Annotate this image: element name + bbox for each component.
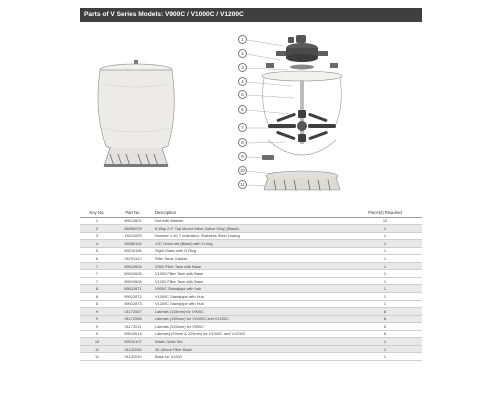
- exploded-view-illustration: [247, 35, 342, 190]
- row-quantity: 1: [348, 270, 422, 278]
- callout-7: 7: [238, 123, 247, 132]
- callout-2: 2: [238, 49, 247, 58]
- row-description: V1200C Standpipe with Hub: [152, 300, 348, 308]
- table-row: [80, 308, 422, 316]
- row-key-no: 9: [80, 323, 114, 331]
- row-quantity: 1: [348, 240, 422, 248]
- row-part-no: 01132039: [114, 353, 152, 361]
- row-description: 6 Way 2.0" Top Mount Valve (Valve Only) (Black): [152, 225, 348, 233]
- row-quantity: 1: [348, 225, 422, 233]
- row-quantity: 8: [348, 330, 422, 338]
- callout-3: 3: [238, 63, 247, 72]
- row-description: Base for V1200: [152, 353, 348, 361]
- callout-4: 4: [238, 77, 247, 86]
- row-part-no: 89210156: [114, 247, 152, 255]
- row-part-no: 89010605: [114, 270, 152, 278]
- table-row: [80, 262, 422, 270]
- row-key-no: 5: [80, 247, 114, 255]
- table-row: [80, 330, 422, 338]
- table-row: [80, 338, 422, 346]
- row-key-no: 6: [80, 255, 114, 263]
- row-key-no: 11: [80, 353, 114, 361]
- table-row: [80, 225, 422, 233]
- row-description: V900 Filter Tank with Base: [152, 262, 348, 270]
- row-key-no: 4: [80, 240, 114, 248]
- row-quantity: 1: [348, 338, 422, 346]
- callout-1: 1: [238, 35, 247, 44]
- row-description: Filter Neck Gasket: [152, 255, 348, 263]
- row-description: V1000 Filter Tank with Base: [152, 270, 348, 278]
- row-key-no: 8: [80, 292, 114, 300]
- row-description: Nut with Washer: [152, 217, 348, 225]
- row-part-no: 01172008: [114, 315, 152, 323]
- row-part-no: 89013601: [114, 217, 152, 225]
- table-row: [80, 270, 422, 278]
- row-quantity: 1: [348, 247, 422, 255]
- row-key-no: 9: [80, 315, 114, 323]
- row-part-no: 89010606: [114, 277, 152, 285]
- row-quantity: 8: [348, 323, 422, 331]
- row-key-no: 7: [80, 277, 114, 285]
- table-row: [80, 300, 422, 308]
- table-row: [80, 255, 422, 263]
- callout-9: 9: [238, 152, 247, 161]
- row-description: Laterals (225mm) for V900C: [152, 323, 348, 331]
- row-part-no: 05791122: [114, 255, 152, 263]
- column-header-description: Description: [152, 209, 348, 217]
- row-part-no: 89012873: [114, 300, 152, 308]
- table-row: [80, 240, 422, 248]
- row-part-no: 89010107: [114, 338, 152, 346]
- column-header-part: Part No.: [114, 209, 152, 217]
- exploded-parts-diagram: [80, 24, 422, 204]
- row-part-no: 88280078: [114, 225, 152, 233]
- callout-8: 8: [238, 138, 247, 147]
- table-row: [80, 217, 422, 225]
- row-description: Number 1-40 T Indication, Stainless Steel Casing: [152, 232, 348, 240]
- row-description: Laterals(129mm & 220mm) for V1000C and V1200C: [152, 330, 348, 338]
- table-row: [80, 353, 422, 361]
- row-key-no: 7: [80, 270, 114, 278]
- row-quantity: 1: [348, 262, 422, 270]
- row-part-no: 16011029: [114, 232, 152, 240]
- row-quantity: 1: [348, 255, 422, 263]
- page-title: Parts of V Series Models: V900C / V1000C / V1200C: [80, 8, 422, 22]
- row-key-no: 10: [80, 338, 114, 346]
- table-header-row: [80, 209, 422, 217]
- row-key-no: 1: [80, 217, 114, 225]
- row-part-no: 89280118: [114, 240, 152, 248]
- row-quantity: 8: [348, 315, 422, 323]
- row-part-no: 89012872: [114, 292, 152, 300]
- row-description: Water Drain Set: [152, 338, 348, 346]
- row-part-no: 01172011: [114, 323, 152, 331]
- row-description: V1000C Standpipe with Hub: [152, 292, 348, 300]
- row-quantity: 1: [348, 277, 422, 285]
- row-key-no: 9: [80, 308, 114, 316]
- row-description: Sight Glass with O-Ring: [152, 247, 348, 255]
- table-row: [80, 345, 422, 353]
- row-description: 1.5" Union set (Black) with O-ring: [152, 240, 348, 248]
- parts-table: [80, 209, 422, 361]
- row-key-no: 8: [80, 285, 114, 293]
- callout-10: 10: [238, 166, 247, 175]
- row-part-no: 01132038: [114, 345, 152, 353]
- callout-6: 6: [238, 105, 247, 114]
- row-description: 30-40inch Filter Base: [152, 345, 348, 353]
- table-row: [80, 315, 422, 323]
- row-key-no: 3: [80, 232, 114, 240]
- table-row: [80, 247, 422, 255]
- callout-11: 11: [238, 180, 247, 189]
- row-key-no: 11: [80, 345, 114, 353]
- row-description: V1200 Filter Tank with Base: [152, 277, 348, 285]
- row-quantity: 1: [348, 292, 422, 300]
- row-quantity: 1: [348, 353, 422, 361]
- row-quantity: 8: [348, 308, 422, 316]
- column-header-quantity: Piece(s) Required: [348, 209, 422, 217]
- row-key-no: 7: [80, 262, 114, 270]
- row-key-no: 2: [80, 225, 114, 233]
- table-row: [80, 232, 422, 240]
- row-part-no: 01172007: [114, 308, 152, 316]
- filter-diagram-illustration: [80, 24, 422, 204]
- row-quantity: 12: [348, 217, 422, 225]
- row-part-no: 89010604: [114, 262, 152, 270]
- callout-5: 5: [238, 90, 247, 99]
- row-key-no: 8: [80, 300, 114, 308]
- row-description: Laterals (155mm) for V1000C and V1200C: [152, 315, 348, 323]
- row-quantity: 1: [348, 345, 422, 353]
- row-part-no: 89010614: [114, 330, 152, 338]
- row-description: V900C Standpipe with hub: [152, 285, 348, 293]
- table-row: [80, 285, 422, 293]
- column-header-key: Key No.: [80, 209, 114, 217]
- assembled-filter-illustration: [98, 60, 174, 167]
- table-row: [80, 323, 422, 331]
- row-key-no: 9: [80, 330, 114, 338]
- row-quantity: 1: [348, 300, 422, 308]
- row-description: Laterals (115mm) for V900C: [152, 308, 348, 316]
- parts-table-body: [80, 217, 422, 360]
- row-quantity: 1: [348, 232, 422, 240]
- table-row: [80, 292, 422, 300]
- row-part-no: 89012871: [114, 285, 152, 293]
- table-row: [80, 277, 422, 285]
- row-quantity: 1: [348, 285, 422, 293]
